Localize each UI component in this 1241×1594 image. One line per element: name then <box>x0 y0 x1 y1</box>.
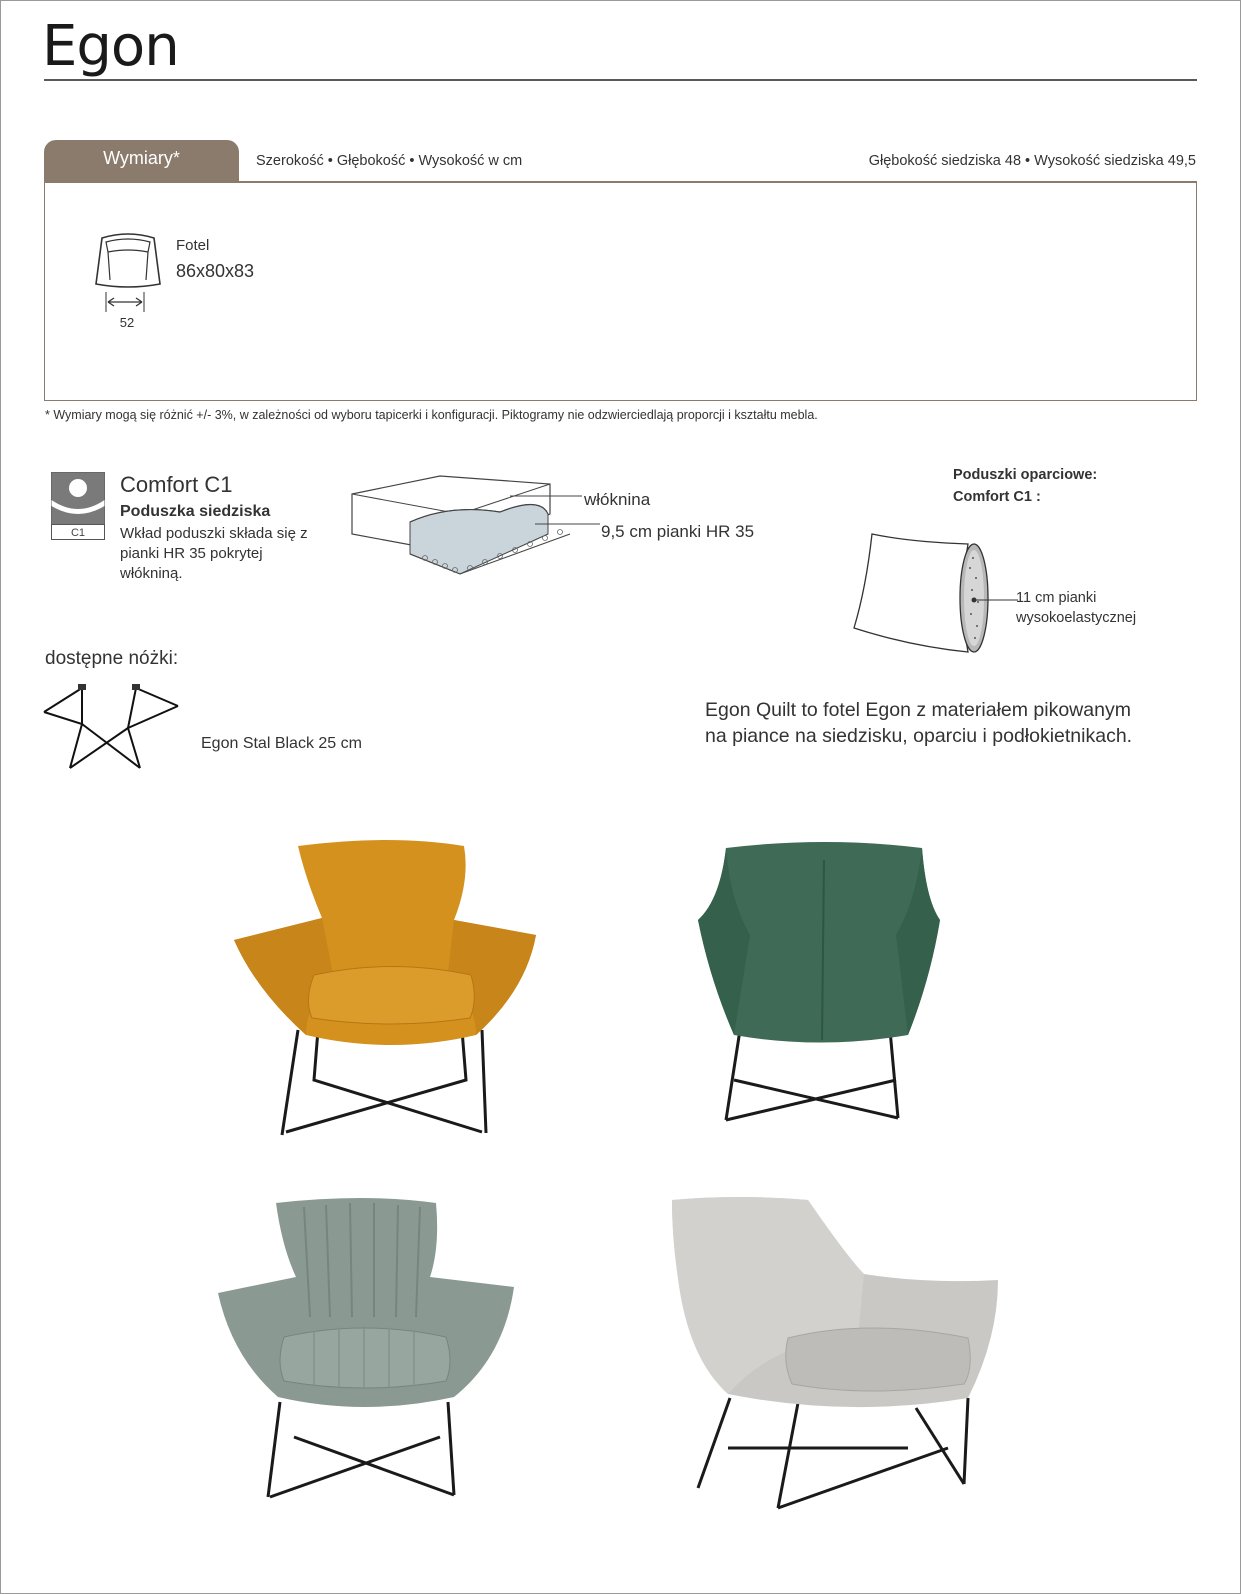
item-size: 86x80x83 <box>176 261 255 281</box>
armchair-pictogram-icon <box>88 230 168 322</box>
quilt-note-line1: Egon Quilt to fotel Egon z materiałem pikowanym <box>705 699 1131 721</box>
title-divider <box>44 79 1197 81</box>
seat-cushion-diagram-icon <box>350 474 590 584</box>
dimensions-header-right: Głębokość siedziska 48 • Wysokość siedziska 49,5 <box>868 153 1196 169</box>
leg-width-value: 52 <box>119 315 135 330</box>
dimensions-header-left: Szerokość • Głębokość • Wysokość w cm <box>256 153 523 169</box>
foam-label: 9,5 cm pianki HR 35 <box>601 522 755 541</box>
chair-green-image <box>690 840 970 1160</box>
chair-mustard-image <box>226 840 556 1160</box>
quilt-note <box>705 697 1132 749</box>
dimensions-tab: Wymiary* <box>44 140 239 182</box>
back-cushion-title <box>953 464 1097 508</box>
dimensions-footnote: * Wymiary mogą się różnić +/- 3%, w zależności od wyboru tapicerki i konfiguracji. Piktogramy nie odzwierciedlają proporcji i kształtu mebla. <box>45 408 818 422</box>
legs-title: dostępne nóżki: <box>45 648 179 669</box>
quilt-note-line2: na piance na siedzisku, oparciu i podłokietnikach. <box>705 725 1133 747</box>
item-label: Fotel <box>176 237 210 254</box>
back-cushion-foam-line1: 11 cm pianki <box>1016 590 1097 606</box>
comfort-subtitle: Poduszka siedziska <box>120 503 271 520</box>
fiber-label: włóknina <box>584 490 651 509</box>
back-cushion-foam-line2: wysokoelastycznej <box>1016 610 1137 626</box>
back-cushion-foam <box>1016 588 1136 628</box>
chair-grey-leather-image <box>668 1198 1008 1518</box>
dimensions-box <box>44 181 1197 401</box>
leg-frame-icon <box>42 684 182 770</box>
back-cushion-title-line2: Comfort C1 : <box>953 489 1041 505</box>
comfort-icon-label: C1 <box>70 527 86 539</box>
chair-sage-image <box>214 1197 524 1517</box>
legs-name: Egon Stal Black 25 cm <box>201 735 362 752</box>
back-cushion-title-line1: Poduszki oparciowe: <box>953 467 1098 483</box>
comfort-title: Comfort C1 <box>120 472 233 497</box>
back-cushion-diagram-icon <box>850 528 1020 658</box>
comfort-description: Wkład poduszki składa się z pianki HR 35 pokrytej włókniną. <box>120 525 308 582</box>
page-title: Egon <box>42 14 179 79</box>
